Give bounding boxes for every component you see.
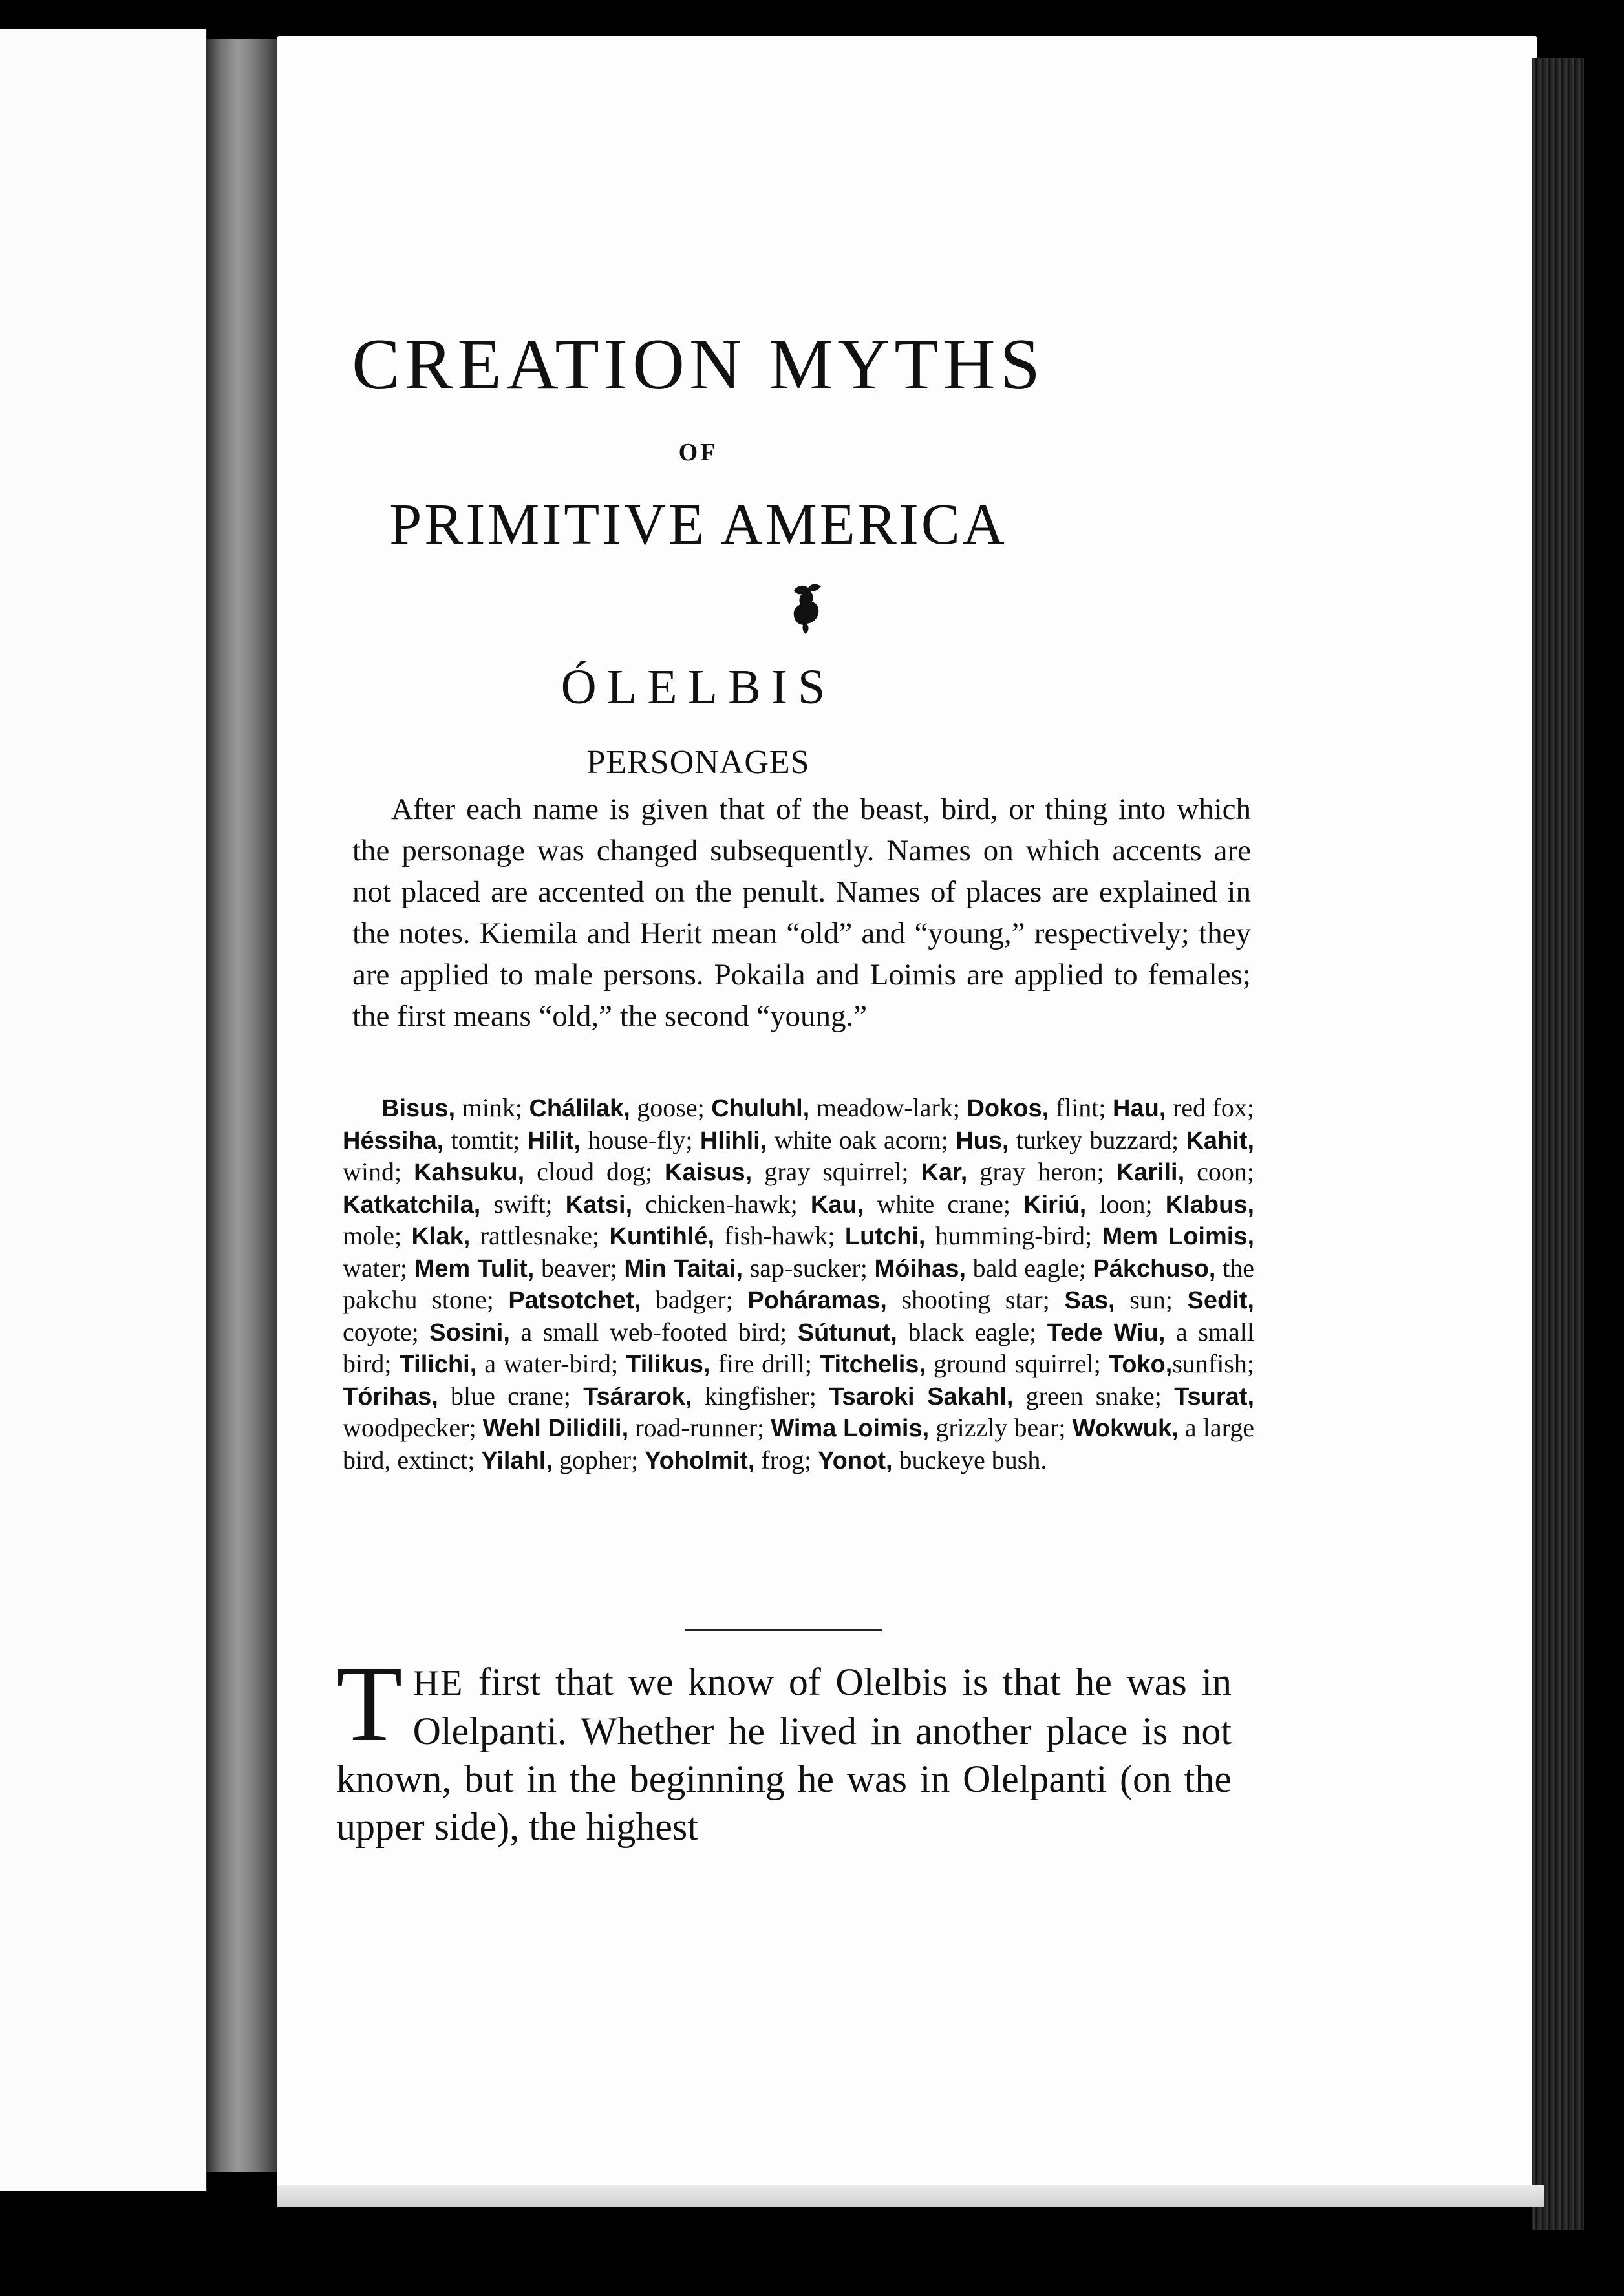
page-bottom-edge — [277, 2185, 1544, 2207]
glossary-name: Katkatchila, — [343, 1191, 481, 1218]
glossary-name: Hus, — [956, 1127, 1009, 1154]
glossary-description: turkey buzzard; — [1009, 1125, 1186, 1154]
glossary-name: Katsi, — [565, 1191, 633, 1218]
glossary-name: Hau, — [1113, 1095, 1166, 1122]
glossary-name: Dokos, — [967, 1095, 1049, 1122]
body-paragraph — [336, 1644, 1232, 1851]
glossary-name: Sosini, — [429, 1319, 510, 1346]
glossary-description: humming-bird; — [925, 1221, 1102, 1250]
glossary-name: Kar, — [921, 1159, 968, 1186]
glossary-description: loon; — [1086, 1189, 1166, 1218]
glossary-name: Bisus, — [381, 1095, 456, 1122]
glossary-description: flint; — [1049, 1093, 1113, 1122]
glossary-description: badger; — [641, 1285, 748, 1314]
glossary-name: Tsaroki Sakahl, — [829, 1383, 1014, 1410]
glossary-name: Yilahl, — [481, 1447, 553, 1474]
intro-paragraph: After each name is given that of the beast, bird, or thing into which the personage was changed subsequently. Names on which accents are not placed are accented on the penult. Names of places are explained in the notes. Kiemila and Herit mean “old” and “young,” respectively; they are applied to male persons. Pokaila and Loimis are applied to females; the first means “old,” the second “young.” — [352, 792, 1251, 1033]
glossary-name: Wima Loimis, — [771, 1415, 930, 1442]
glossary-description: a small bird; — [343, 1317, 1255, 1378]
glossary-description: frog; — [754, 1445, 818, 1474]
glossary-description: wind; — [343, 1157, 414, 1186]
glossary-name: Tilichi, — [399, 1351, 477, 1378]
glossary-description: a water-bird; — [476, 1349, 626, 1378]
glossary-description: cloud dog; — [524, 1157, 665, 1186]
personages-glossary — [343, 1092, 1254, 1476]
glossary-name: Héssiha, — [343, 1127, 444, 1154]
glossary-description: white oak acorn; — [767, 1125, 956, 1154]
glossary-description: kingfisher; — [692, 1381, 829, 1410]
glossary-name: Hlihli, — [700, 1127, 767, 1154]
book-title-of: OF — [678, 439, 718, 466]
glossary-description: mole; — [343, 1221, 412, 1250]
glossary-name: Mem Tulit, — [414, 1255, 535, 1282]
glossary-name: Kiriú, — [1023, 1191, 1087, 1218]
glossary-name: Kaisus, — [665, 1159, 753, 1186]
glossary-name: Sedit, — [1187, 1287, 1254, 1314]
glossary-name: Yonot, — [818, 1447, 893, 1474]
glossary-description: bald eagle; — [966, 1253, 1093, 1282]
glossary-name: Tsárarok, — [583, 1383, 692, 1410]
glossary-description: gray heron; — [967, 1157, 1116, 1186]
glossary-name: Karili, — [1116, 1159, 1185, 1186]
glossary-description: beaver; — [534, 1253, 625, 1282]
glossary-name: Kau, — [810, 1191, 864, 1218]
glossary-description: rattlesnake; — [470, 1221, 610, 1250]
glossary-name: Wokwuk, — [1072, 1415, 1179, 1442]
glossary-name: Kahit, — [1186, 1127, 1255, 1154]
glossary-name: Sas, — [1064, 1287, 1115, 1314]
chapter-title: ÓLELBIS — [561, 660, 836, 714]
body-text: first that we know of Olelbis is that he was in Olelpanti. Whether he lived in another place is not known, but in the beginning he was in Olelpanti (on the upper side), the highest — [336, 1661, 1232, 1848]
glossary-name: Hilit, — [527, 1127, 581, 1154]
book-title: CREATION MYTHS — [352, 324, 1045, 405]
page-edges — [1532, 58, 1584, 2230]
glossary-description: sunfish; — [1172, 1349, 1255, 1378]
glossary-description: fish-hawk; — [714, 1221, 845, 1250]
glossary-description: shooting star; — [886, 1285, 1065, 1314]
glossary-name: Wehl Dilidili, — [482, 1415, 629, 1442]
glossary-name: Lutchi, — [844, 1223, 926, 1250]
glossary-name: Klabus, — [1165, 1191, 1255, 1218]
glossary-name: Tilikus, — [626, 1351, 710, 1378]
glossary-description: mink; — [455, 1093, 529, 1122]
glossary-name: Móihas, — [874, 1255, 967, 1282]
glossary-description: road-runner; — [628, 1413, 771, 1442]
glossary-description: gray squirrel; — [752, 1157, 921, 1186]
glossary-name: Mem Loimis, — [1102, 1223, 1255, 1250]
opening-small-caps: HE — [412, 1663, 464, 1703]
glossary-description: fire drill; — [710, 1349, 820, 1378]
glossary-name: Sútunut, — [797, 1319, 897, 1346]
glossary-name: Kahsuku, — [414, 1159, 525, 1186]
glossary-name: Toko, — [1108, 1351, 1173, 1378]
glossary-description: chicken-hawk; — [632, 1189, 811, 1218]
glossary-description: coyote; — [343, 1317, 430, 1346]
glossary-name: Poháramas, — [747, 1287, 887, 1314]
glossary-description: house-fly; — [581, 1125, 700, 1154]
glossary-name: Titchelis, — [819, 1351, 926, 1378]
drop-cap: T — [336, 1644, 403, 1764]
glossary-description: white crane; — [864, 1189, 1024, 1218]
glossary-description: woodpecker; — [343, 1413, 483, 1442]
glossary-name: Tórihas, — [343, 1383, 438, 1410]
glossary-description: green snake; — [1013, 1381, 1175, 1410]
glossary-name: Yoholmit, — [645, 1447, 755, 1474]
glossary-description: a large bird, extinct; — [343, 1413, 1254, 1474]
glossary-description: red fox; — [1166, 1093, 1254, 1122]
glossary-name: Tede Wiu, — [1047, 1319, 1166, 1346]
glossary-name: Kuntihlé, — [609, 1223, 715, 1250]
glossary-description: black eagle; — [897, 1317, 1047, 1346]
glossary-name: Pákchuso, — [1093, 1255, 1216, 1282]
glossary-description: grizzly bear; — [929, 1413, 1073, 1442]
glossary-description: tomtit; — [443, 1125, 528, 1154]
glossary-description: sap-sucker; — [743, 1253, 875, 1282]
glossary-description: swift; — [480, 1189, 566, 1218]
glossary-description: meadow-lark; — [809, 1093, 967, 1122]
glossary-description: blue crane; — [438, 1381, 584, 1410]
glossary-description: gopher; — [552, 1445, 645, 1474]
glossary-name: Chuluhl, — [711, 1095, 810, 1122]
glossary-name: Tsurat, — [1174, 1383, 1255, 1410]
glossary-name: Klak, — [411, 1223, 471, 1250]
glossary-name: Patsotchet, — [508, 1287, 641, 1314]
glossary-description: ground squirrel; — [925, 1349, 1109, 1378]
glossary-name: Min Taitai, — [624, 1255, 743, 1282]
glossary-description: sun; — [1115, 1285, 1188, 1314]
glossary-description: goose; — [630, 1093, 712, 1122]
glossary-description: a small web-footed bird; — [509, 1317, 798, 1346]
glossary-name: Chálilak, — [529, 1095, 630, 1122]
glossary-description: buckeye bush. — [892, 1445, 1047, 1474]
fleuron-icon — [781, 579, 833, 637]
personages-heading: PERSONAGES — [586, 744, 810, 781]
book-subtitle: PRIMITIVE AMERICA — [389, 493, 1007, 557]
section-divider — [685, 1629, 882, 1631]
glossary-description: water; — [343, 1253, 414, 1282]
glossary-description: coon; — [1184, 1157, 1254, 1186]
glossary-description: the pakchu stone; — [343, 1253, 1255, 1314]
